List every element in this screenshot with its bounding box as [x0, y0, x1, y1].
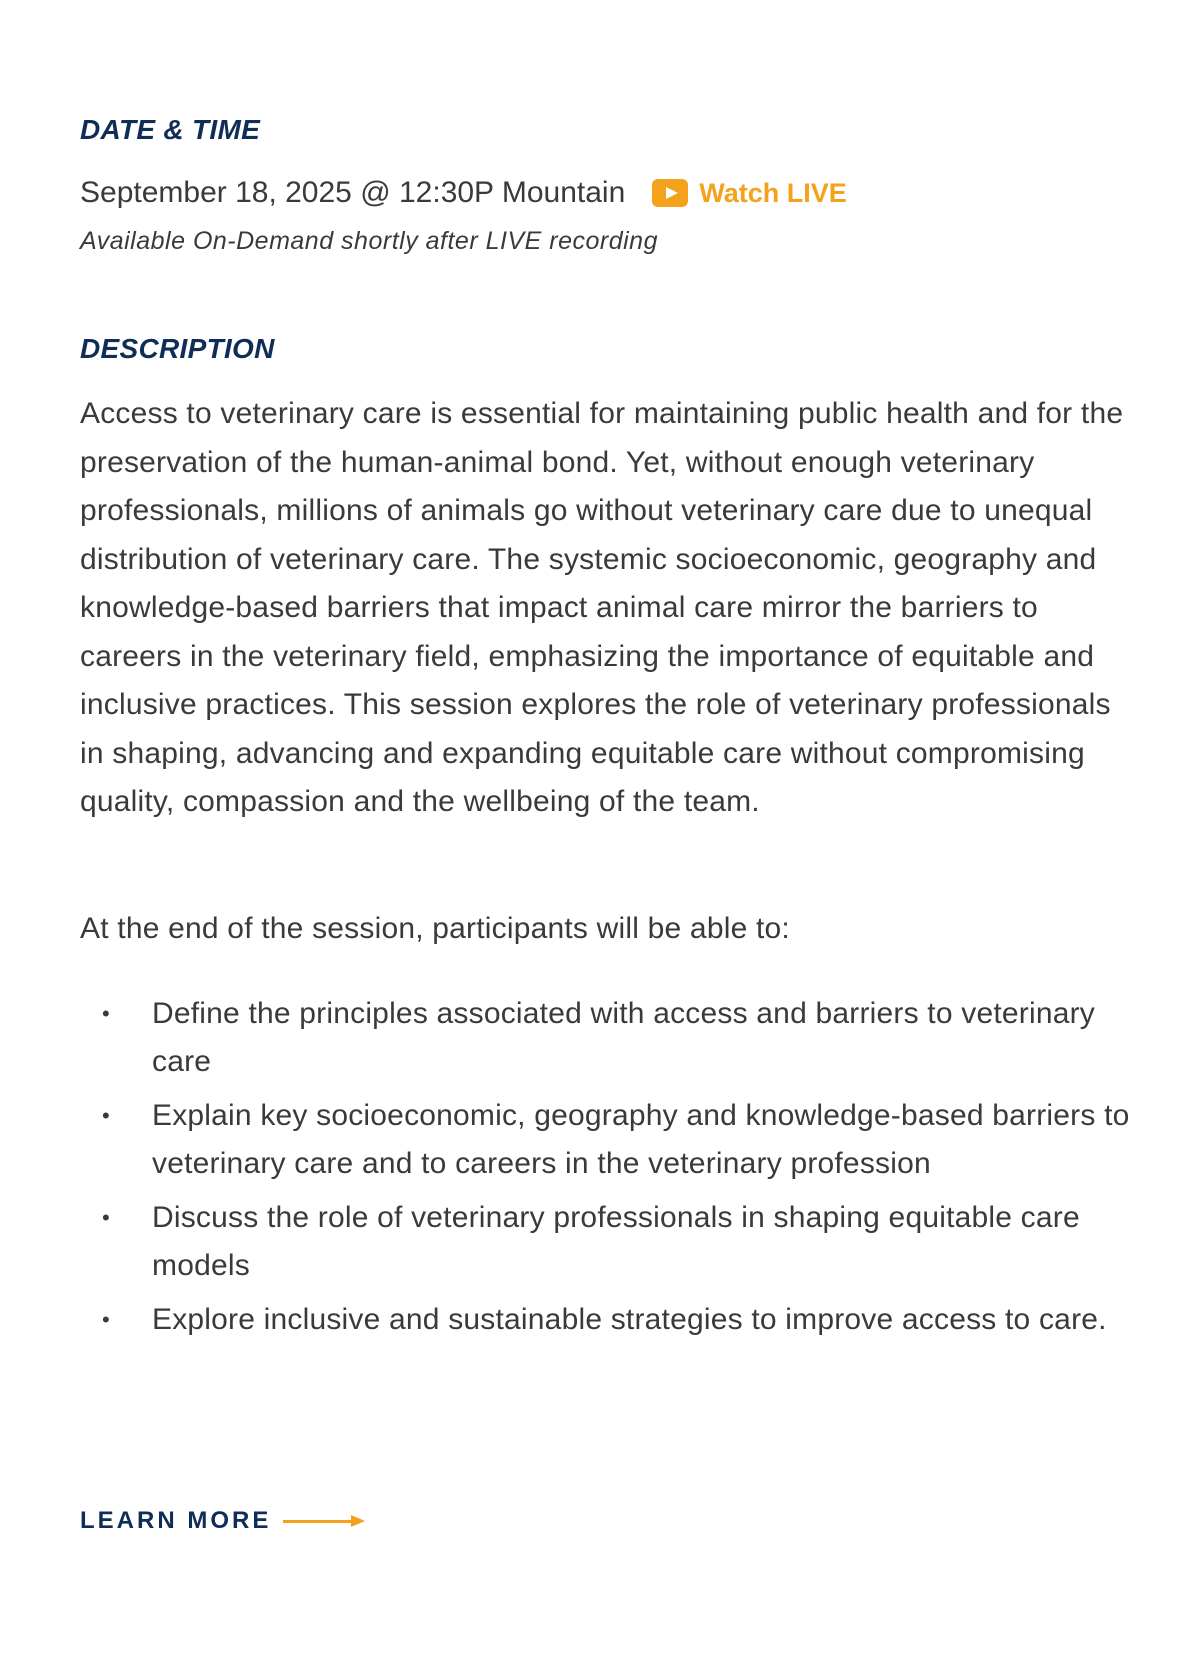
list-item: [80, 1296, 1130, 1344]
list-item: [80, 1092, 1130, 1188]
description-body: Access to veterinary care is essential for maintaining public health and for the preservation of the human-animal bond. Yet, without enough veterinary professionals, millions of animals go without veterinary care due to unequal distribution of veterinary care. The systemic socioeconomic, geography and knowledge-based barriers that impact animal care mirror the barriers to careers in the veterinary field, emphasizing the importance of equitable and inclusive practices. This session explores the role of veterinary professionals in shaping, advancing and expanding equitable care without compromising quality, compassion and the wellbeing of the team.: [80, 397, 1124, 818]
bullet: •: [102, 1205, 110, 1230]
on-demand-note: Available On-Demand shortly after LIVE recording: [80, 227, 658, 255]
list-item: [80, 990, 1130, 1086]
objectives-intro: At the end of the session, participants will be able to:: [80, 912, 790, 945]
objectives-list: [80, 990, 1130, 1350]
objective-text: Explore inclusive and sustainable strategies to improve access to care.: [152, 1303, 1107, 1336]
objective-text: Discuss the role of veterinary professionals in shaping equitable care models: [152, 1201, 1080, 1282]
event-date: September 18, 2025 @ 12:30P Mountain: [80, 176, 626, 209]
bullet: •: [102, 1103, 110, 1128]
play-icon: [652, 179, 688, 207]
objective-text: Explain key socioeconomic, geography and knowledge-based barriers to veterinary care and to careers in the veterinary profession: [152, 1099, 1130, 1180]
arrow-right-icon: [283, 1514, 365, 1528]
list-item: [80, 1194, 1130, 1290]
description-heading: DESCRIPTION: [80, 333, 275, 364]
objective-text: Define the principles associated with access and barriers to veterinary care: [152, 997, 1095, 1078]
watch-live-link[interactable]: [652, 178, 847, 209]
date-line: [80, 176, 847, 210]
bullet: •: [102, 1001, 110, 1026]
watch-live-label: Watch LIVE: [699, 177, 847, 208]
bullet: •: [102, 1307, 110, 1332]
date-time-heading: DATE & TIME: [80, 114, 261, 145]
learn-more-label: LEARN MORE: [80, 1507, 272, 1534]
learn-more-link[interactable]: [80, 1507, 365, 1535]
